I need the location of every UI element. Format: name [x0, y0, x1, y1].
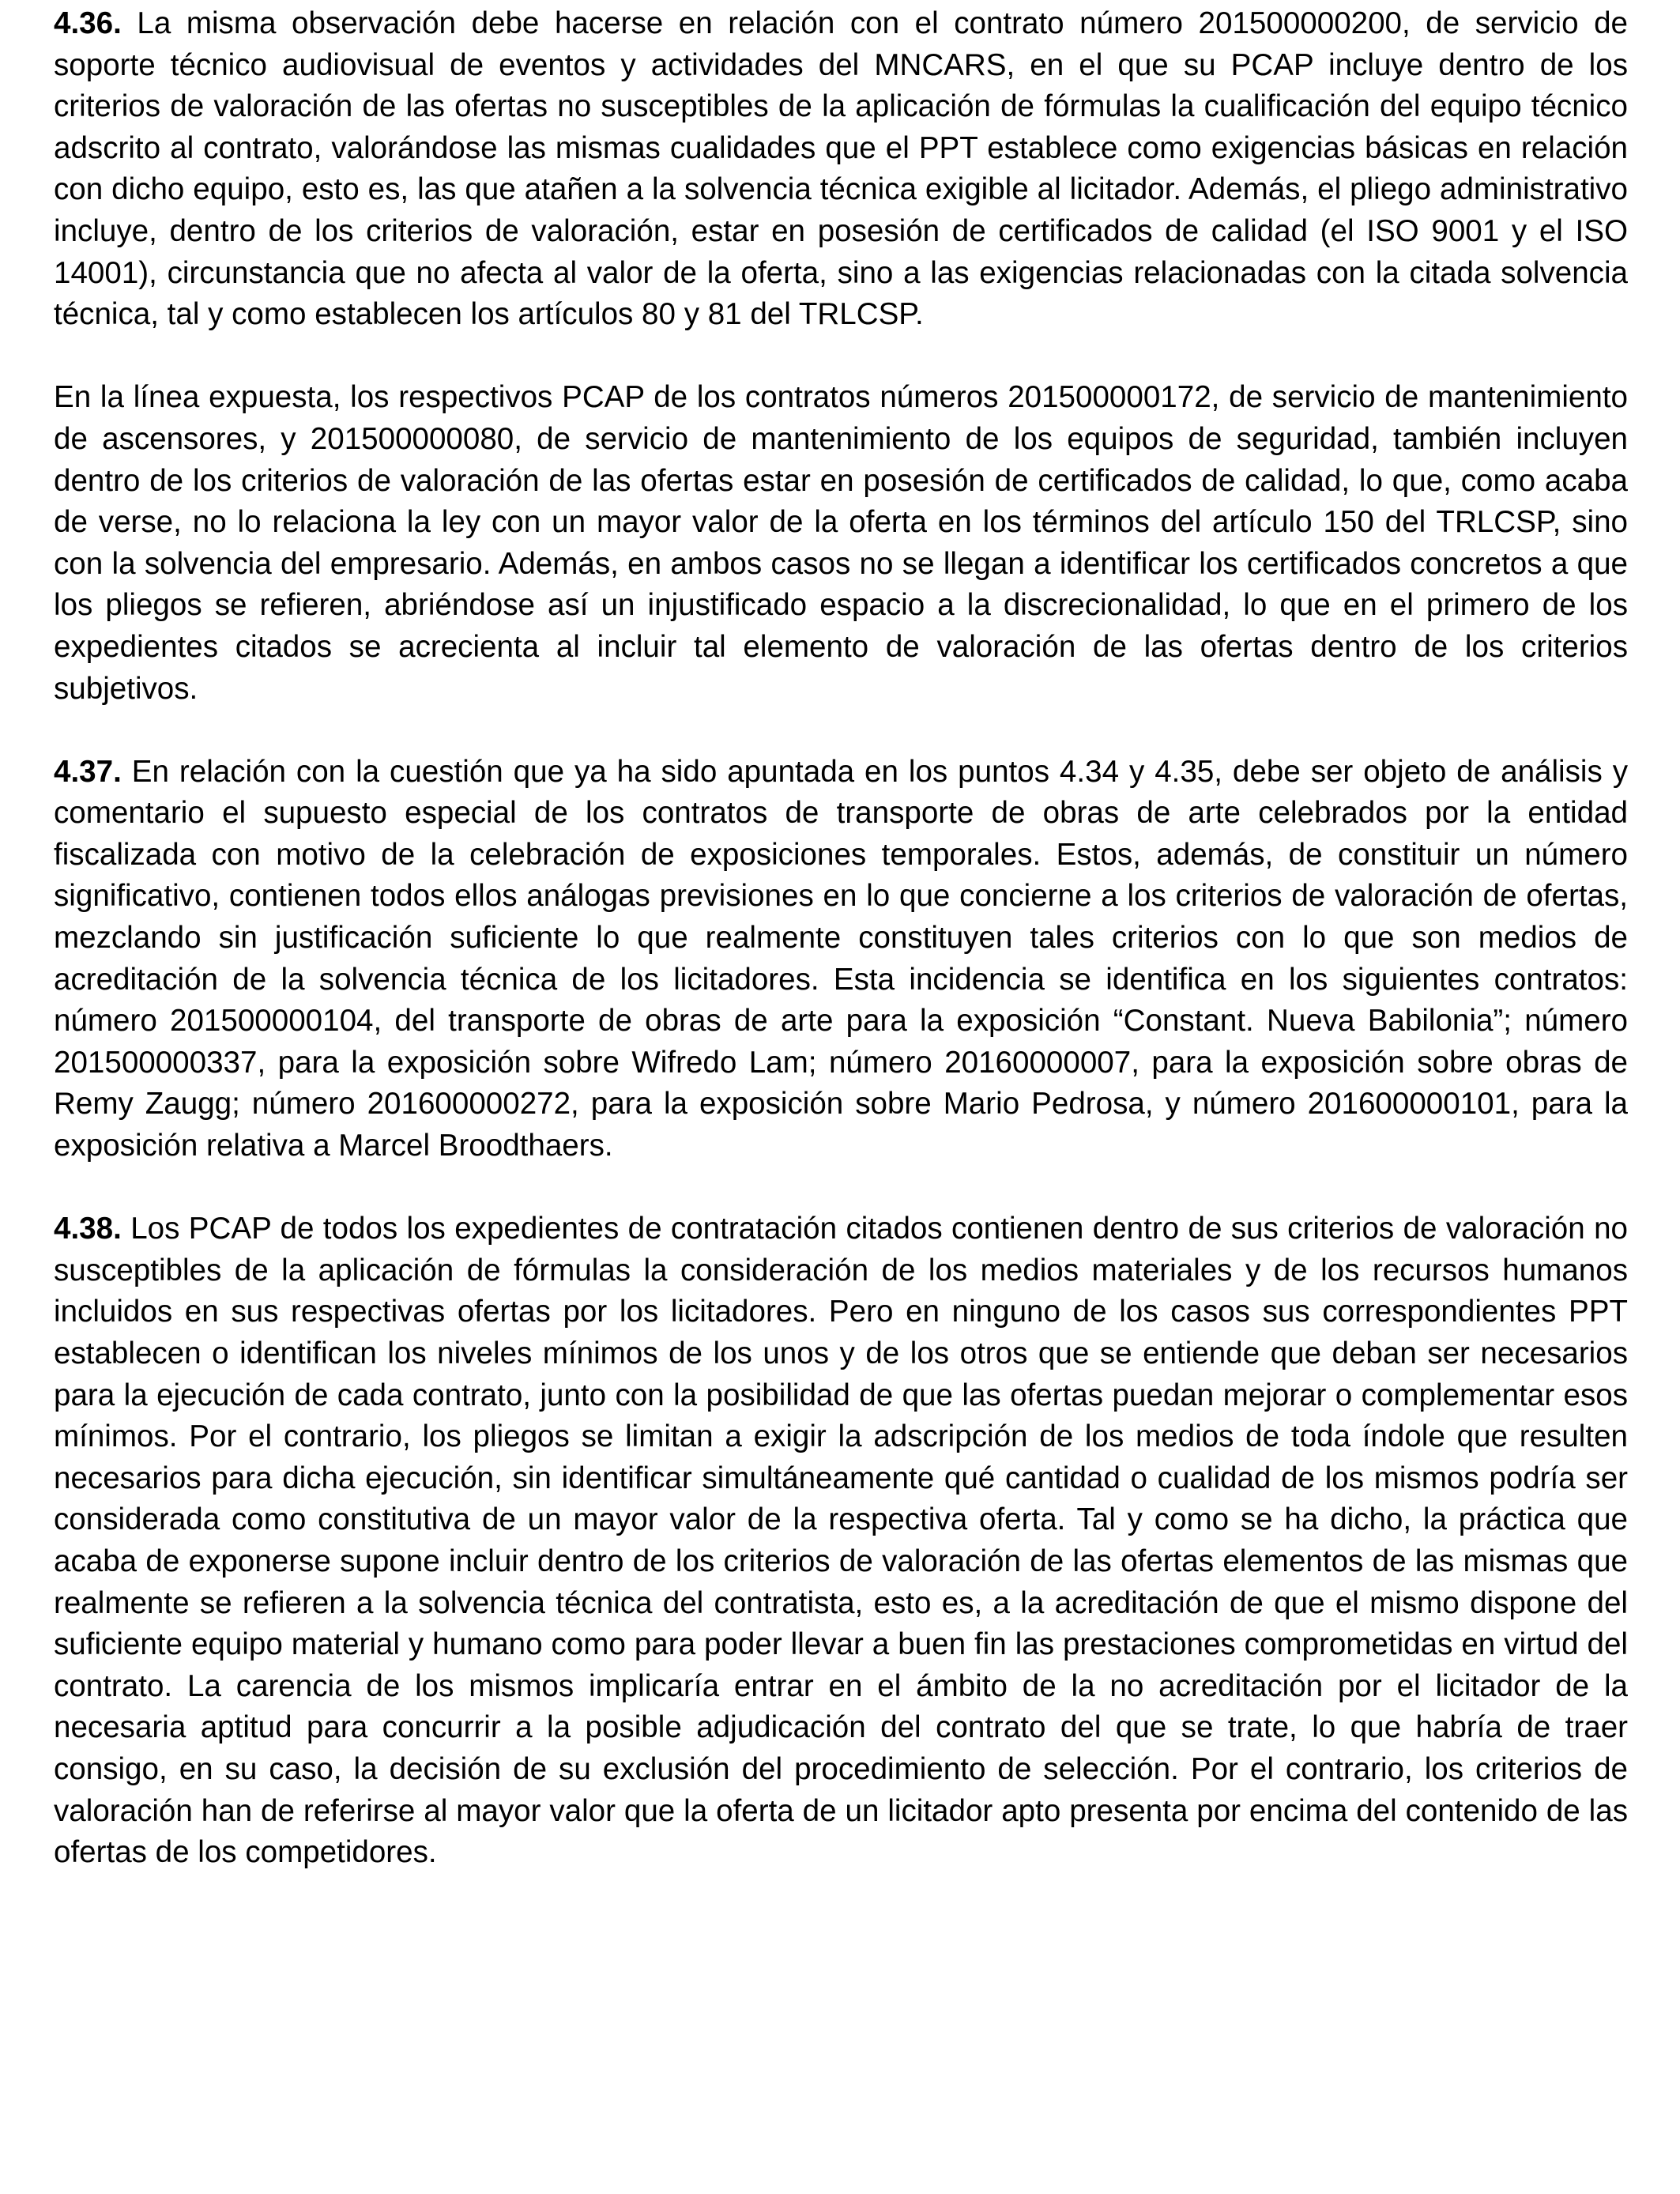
paragraph-number: 4.37. [54, 754, 122, 789]
paragraph-number: 4.38. [54, 1212, 122, 1246]
paragraph-number: 4.36. [54, 6, 122, 40]
paragraph-text: En la línea expuesta, los respectivos PCAP de los contratos números 201500000172, de servicio de mantenimiento de ascensores, y 201500000080, de servicio de mantenimiento de los equipos de seguridad, también incluyen dentro de los criterios de valoración de las ofertas estar en posesión de certificados de calidad, lo que, como acaba de verse, no lo relaciona la ley con un mayor valor de la oferta en los términos del artículo 150 del TRLCSP, sino con la solvencia del empresario. Además, en ambos casos no se llegan a identificar los certificados concretos a que los pliegos se refieren, abriéndose así un injustificado espacio a la discrecionalidad, lo que en el primero de los expedientes citados se acrecienta al incluir tal elemento de valoración de las ofertas dentro de los criterios subjetivos. [54, 380, 1628, 706]
paragraph-text: En relación con la cuestión que ya ha sido apuntada en los puntos 4.34 y 4.35, debe ser objeto de análisis y comentario el supuesto especial de los contratos de transporte de obras de arte celebrados por la entidad fiscalizada con motivo de la celebración de exposiciones temporales. Estos, además, de constituir un número significativo, contienen todos ellos análogas previsiones en lo que concierne a los criterios de valoración de ofertas, mezclando sin justificación suficiente lo que realmente constituyen tales criterios con lo que son medios de acreditación de la solvencia técnica de los licitadores. Esta incidencia se identifica en los siguientes contratos: número 201500000104, del transporte de obras de arte para la exposición “Constant. Nueva Babilonia”; número 201500000337, para la exposición sobre Wifredo Lam; número 20160000007, para la exposición sobre obras de Remy Zaugg; número 201600000272, para la exposición sobre Mario Pedrosa, y número 201600000101, para la exposición relativa a Marcel Broodthaers. [54, 754, 1629, 1163]
paragraph-4-36 [54, 3, 1628, 336]
paragraph-4-38 [54, 1208, 1628, 1874]
document-page [54, 3, 1628, 1915]
paragraph-4-37 [54, 752, 1628, 1167]
paragraph-text: La misma observación debe hacerse en relación con el contrato número 201500000200, de servicio de soporte técnico audiovisual de eventos y actividades del MNCARS, en el que su PCAP incluye dentro de los criterios de valoración de las ofertas no susceptibles de la aplicación de fórmulas la cualificación del equipo técnico adscrito al contrato, valorándose las mismas cualidades que el PPT establece como exigencias básicas en relación con dicho equipo, esto es, las que atañen a la solvencia técnica exigible al licitador. Además, el pliego administrativo incluye, dentro de los criterios de valoración, estar en posesión de certificados de calidad (el ISO 9001 y el ISO 14001), circunstancia que no afecta al valor de la oferta, sino a las exigencias relacionadas con la citada solvencia técnica, tal y como establecen los artículos 80 y 81 del TRLCSP. [54, 6, 1628, 332]
paragraph-4-36-continued [54, 377, 1628, 710]
paragraph-text: Los PCAP de todos los expedientes de contratación citados contienen dentro de sus criterios de valoración no susceptibles de la aplicación de fórmulas la consideración de los medios materiales y de los recursos humanos incluidos en sus respectivas ofertas por los licitadores. Pero en ninguno de los casos sus correspondientes PPT establecen o identifican los niveles mínimos de los unos y de los otros que se entiende que deban ser necesarios para la ejecución de cada contrato, junto con la posibilidad de que las ofertas puedan mejorar o complementar esos mínimos. Por el contrario, los pliegos se limitan a exigir la adscripción de los medios de toda índole que resulten necesarios para dicha ejecución, sin identificar simultáneamente qué cantidad o cualidad de los mismos podría ser considerada como constitutiva de un mayor valor de la respectiva oferta. Tal y como se ha dicho, la práctica que acaba de exponerse supone incluir dentro de los criterios de valoración de las ofertas elementos de las mismas que realmente se refieren a la solvencia técnica del contratista, esto es, a la acreditación de que el mismo dispone del suficiente equipo material y humano como para poder llevar a buen fin las prestaciones comprometidas en virtud del contrato. La carencia de los mismos implicaría entrar en el ámbito de la no acreditación por el licitador de la necesaria aptitud para concurrir a la posible adjudicación del contrato del que se trate, lo que habría de traer consigo, en su caso, la decisión de su exclusión del procedimiento de selección. Por el contrario, los criterios de valoración han de referirse al mayor valor que la oferta de un licitador apto presenta por encima del contenido de las ofertas de los competidores. [54, 1212, 1629, 1870]
